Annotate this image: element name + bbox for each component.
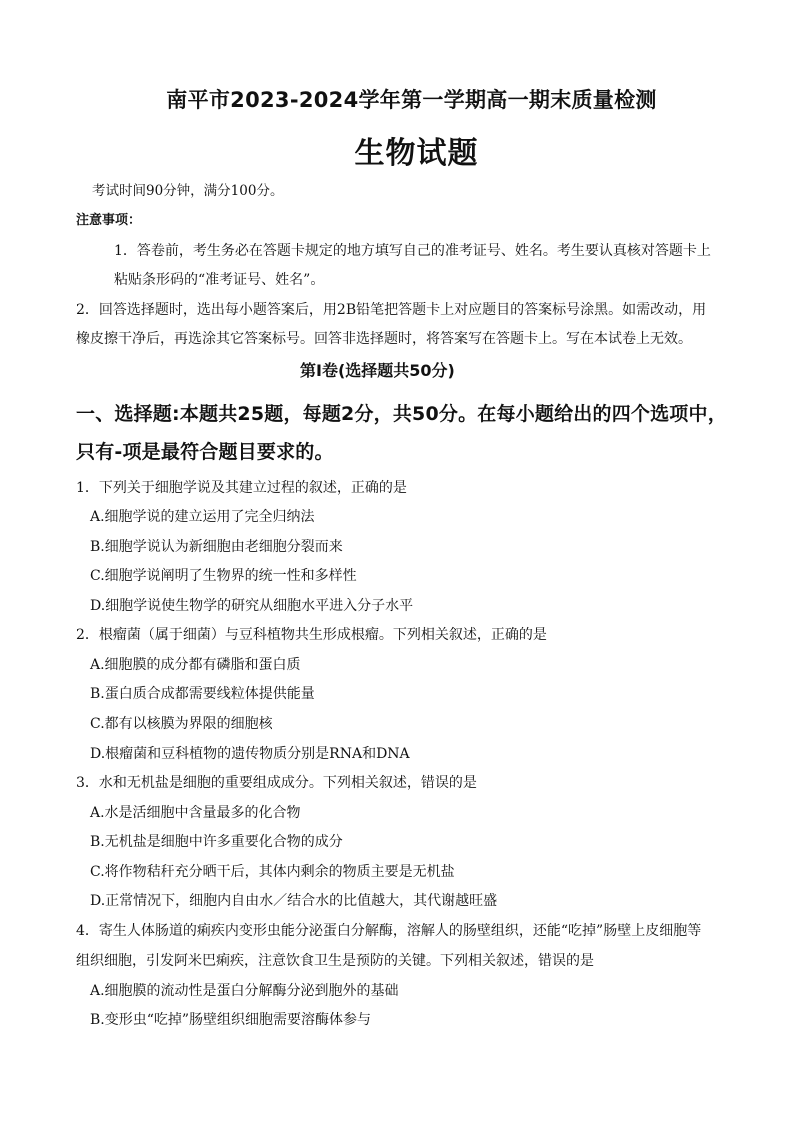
exam-title: 南平市2023-2024学年第一学期高一期末质量检测 — [166, 88, 657, 112]
notes-heading: 注意事项： — [76, 213, 142, 228]
question-4-option-b: B.变形虫“吃掉”肠壁组织细胞需要溶酶体参与 — [90, 1012, 372, 1028]
question-1-stem: 1．下列关于细胞学说及其建立过程的叙述，正确的是 — [76, 480, 407, 496]
note-item-1-line-1: 1．答卷前，考生务必在答题卡规定的地方填写自己的准考证号、姓名。考生要认真核对答题卡上 — [114, 243, 711, 259]
question-2-option-d: D.根瘤菌和豆科植物的遗传物质分别是RNA和DNA — [90, 746, 410, 762]
question-2-option-c: C.都有以核膜为界限的细胞核 — [90, 716, 273, 732]
question-3-option-a: A.水是活细胞中含量最多的化合物 — [90, 805, 301, 821]
question-1-option-d: D.细胞学说使生物学的研究从细胞水平进入分子水平 — [90, 598, 414, 614]
question-2-option-b: B.蛋白质合成都需要线粒体提供能量 — [90, 686, 315, 702]
note-item-2-line-2: 橡皮擦干净后，再选涂其它答案标号。回答非选择题时，将答案写在答题卡上。写在本试卷上无效。 — [76, 331, 692, 347]
question-2-option-a: A.细胞膜的成分都有磷脂和蛋白质 — [90, 657, 301, 673]
question-3-option-d: D.正常情况下，细胞内自由水／结合水的比值越大，其代谢越旺盛 — [90, 893, 498, 909]
question-4-stem-line-1: 4．寄生人体肠道的痢疾内变形虫能分泌蛋白分解酶，溶解人的肠壁组织，还能“吃掉”肠壁上皮细胞等 — [76, 923, 702, 939]
section-instruction-line-2: 只有-项是最符合题目要求的。 — [76, 441, 334, 463]
exam-time-info: 考试时间90分钟，满分100分。 — [92, 183, 284, 199]
question-1-option-b: B.细胞学说认为新细胞由老细胞分裂而来 — [90, 539, 343, 555]
question-1-option-c: C.细胞学说阐明了生物界的统一性和多样性 — [90, 568, 357, 584]
section-title: 第Ⅰ卷(选择题共50分) — [300, 361, 455, 380]
exam-subject-title: 生物试题 — [354, 136, 479, 171]
note-item-2-line-1: 2．回答选择题时，选出每小题答案后，用2B铅笔把答题卡上对应题目的答案标号涂黑。如需改动，用 — [76, 302, 707, 318]
question-3-stem: 3．水和无机盐是细胞的重要组成成分。下列相关叙述，错误的是 — [76, 775, 477, 791]
question-1-option-a: A.细胞学说的建立运用了完全归纳法 — [90, 509, 315, 525]
note-item-1-line-2: 粘贴条形码的“准考证号、姓名”。 — [114, 272, 325, 288]
question-4-stem-line-2: 组织细胞，引发阿米巴痢疾，注意饮食卫生是预防的关键。下列相关叙述，错误的是 — [76, 953, 594, 969]
question-2-stem: 2．根瘤菌（属于细菌）与豆科植物共生形成根瘤。下列相关叙述，正确的是 — [76, 627, 547, 643]
question-4-option-a: A.细胞膜的流动性是蛋白分解酶分泌到胞外的基础 — [90, 983, 399, 999]
section-instruction-line-1: 一、选择题:本题共25题，每题2分，共50分。在每小题给出的四个选项中， — [76, 403, 727, 425]
question-3-option-b: B.无机盐是细胞中许多重要化合物的成分 — [90, 834, 343, 850]
question-3-option-c: C.将作物秸秆充分晒干后，其体内剩余的物质主要是无机盐 — [90, 864, 455, 880]
